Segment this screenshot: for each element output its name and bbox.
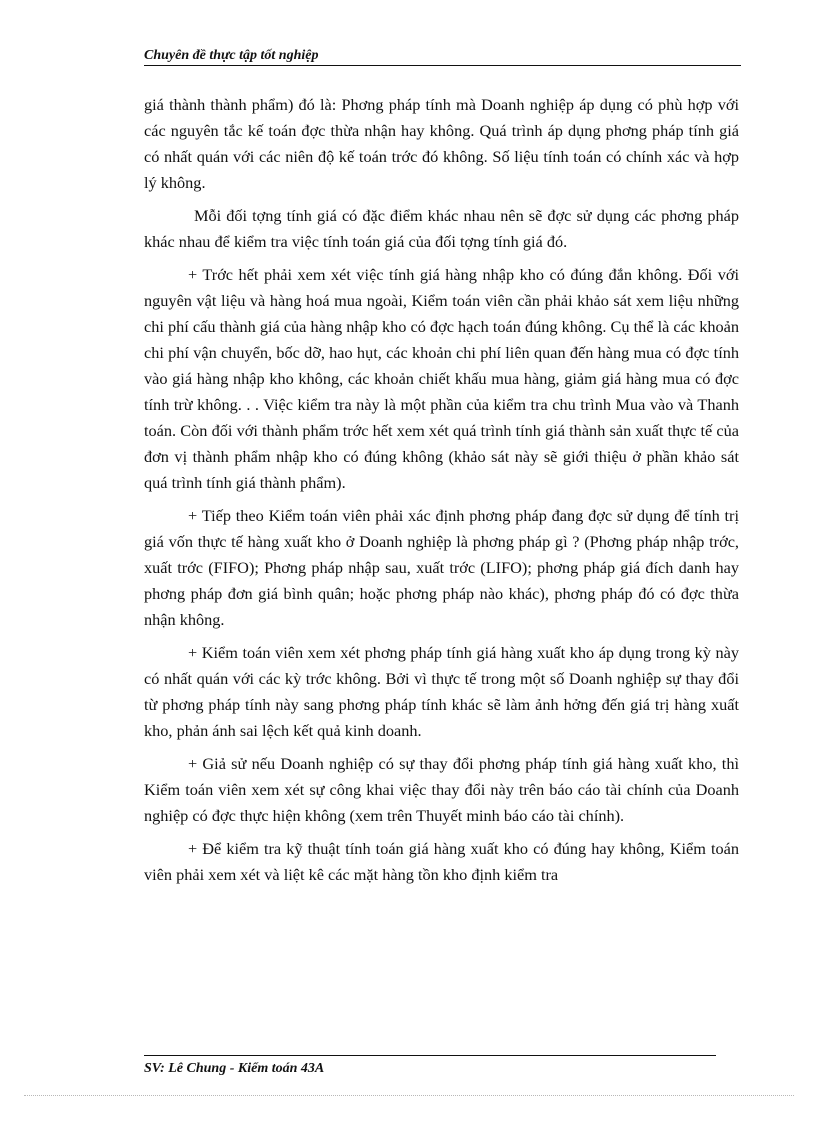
paragraph: + Để kiểm tra kỹ thuật tính toán giá hàng xuất kho có đúng hay không, Kiểm toán viên phải xem xét và liệt kê các mặt hàng tồn kho định kiểm tra (144, 839, 739, 884)
paragraph: + Giả sử nếu Doanh nghiệp có sự thay đổi phơng pháp tính giá hàng xuất kho, thì Kiểm toán viên xem xét sự công khai việc thay đổi này trên báo cáo tài chính của Doanh nghiệp có đợc thực hiện không (xem trên Thuyết minh báo cáo tài chính). (144, 754, 739, 825)
paragraph: + Tiếp theo Kiểm toán viên phải xác định phơng pháp đang đợc sử dụng để tính trị giá vốn thực tế hàng xuất kho ở Doanh nghiệp là phơng pháp gì ? (Phơng pháp nhập trớc, xuất trớc (FIFO); Phơng pháp nhập sau, xuất trớc (LIFO); phơng pháp giá đích danh hay phơng pháp đơn giá bình quân; hoặc phơng pháp nào khác), phơng pháp đó có đợc thừa nhận không. (144, 506, 739, 629)
paragraph: + Trớc hết phải xem xét việc tính giá hàng nhập kho có đúng đắn không. Đối với nguyên vật liệu và hàng hoá mua ngoài, Kiểm toán viên cần phải khảo sát xem liệu những chi phí cấu thành giá của hàng nhập kho có đợc hạch toán đúng không. Cụ thể là các khoản chi phí vận chuyển, bốc dỡ, hao hụt, các khoản chi phí liên quan đến hàng mua có đợc tính vào giá hàng nhập kho không, các khoản chiết khấu mua hàng, giảm giá hàng mua có đợc tính trừ không. . . Việc kiểm tra này là một phần của kiểm tra chu trình Mua vào và Thanh toán. Còn đối với thành phẩm trớc hết xem xét quá trình tính giá thành sản xuất thực tế của đơn vị thành phẩm nhập kho có đúng không (khảo sát này sẽ giới thiệu ở phần khảo sát quá trình tính giá thành phẩm). (144, 265, 739, 492)
paragraph: giá thành thành phẩm) đó là: Phơng pháp tính mà Doanh nghiệp áp dụng có phù hợp với các nguyên tắc kế toán đợc thừa nhận hay không. Quá trình áp dụng phơng pháp tính giá có nhất quán với các niên độ kế toán trớc đó không. Số liệu tính toán có chính xác và hợp lý không. (144, 95, 739, 192)
footer-divider (144, 1055, 716, 1056)
page-footer: SV: Lê Chung - Kiểm toán 43A (144, 1061, 325, 1076)
paragraph: Mỗi đối tợng tính giá có đặc điểm khác nhau nên sẽ đợc sử dụng các phơng pháp khác nhau để kiểm tra việc tính toán giá của đối tợng tính giá đó. (144, 206, 739, 251)
paragraph: + Kiểm toán viên xem xét phơng pháp tính giá hàng xuất kho áp dụng trong kỳ này có nhất quán với các kỳ trớc không. Bởi vì thực tế trong một số Doanh nghiệp sự thay đổi từ phơng pháp tính này sang phơng pháp tính khác sẽ làm ảnh hởng đến giá trị hàng xuất kho, phản ánh sai lệch kết quả kinh doanh. (144, 643, 739, 740)
page-bottom-dotted-line (24, 1095, 794, 1096)
body-text (144, 92, 739, 895)
page-header: Chuyên đề thực tập tốt nghiệp (144, 48, 741, 66)
